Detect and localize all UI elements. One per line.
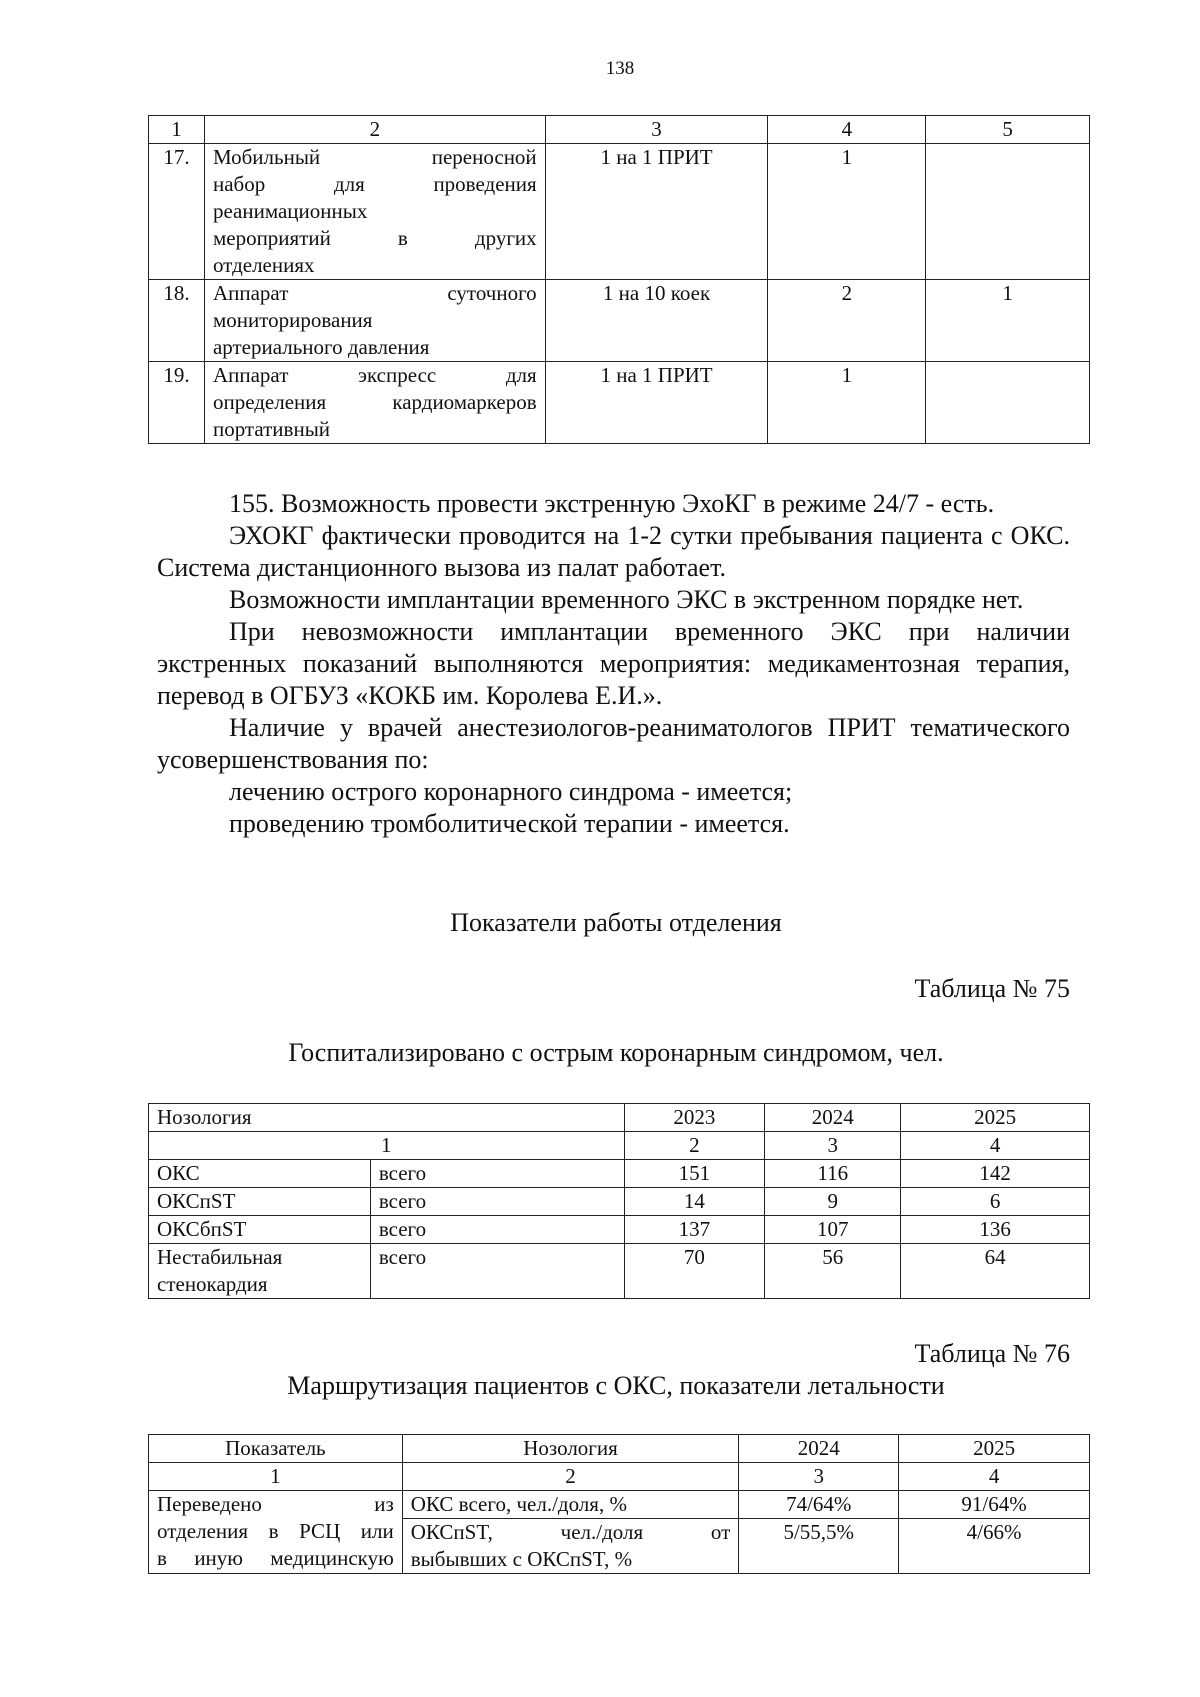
- header-cell: 2: [204, 116, 545, 144]
- nosology-cell: ОКС: [149, 1160, 371, 1188]
- table-row: [149, 1160, 1090, 1188]
- item-col5: [926, 144, 1090, 280]
- value-cell: 70: [624, 1244, 765, 1299]
- table-row: [149, 1188, 1090, 1216]
- row-number: 19.: [149, 362, 205, 444]
- header-cell: 2025: [899, 1435, 1090, 1463]
- indicator-line: в иную медицинскую: [157, 1546, 394, 1570]
- table-row: [149, 1244, 1090, 1299]
- item-norm: 1 на 1 ПРИТ: [545, 362, 768, 444]
- header-cell: Нозология: [149, 1104, 625, 1132]
- sub-cell: всего: [370, 1244, 624, 1299]
- value-cell: 151: [624, 1160, 765, 1188]
- table76-header: [149, 1435, 1090, 1463]
- name-line: мероприятий в других: [212, 226, 537, 250]
- header-cell: 2023: [624, 1104, 765, 1132]
- number-cell: 4: [901, 1132, 1090, 1160]
- value-cell: 91/64%: [899, 1491, 1090, 1519]
- number-cell: 1: [149, 1132, 625, 1160]
- header-cell: 2024: [739, 1435, 899, 1463]
- name-line: портативный: [212, 417, 331, 441]
- name-line: стенокардия: [157, 1272, 268, 1296]
- number-cell: 2: [624, 1132, 765, 1160]
- value-cell: 142: [901, 1160, 1090, 1188]
- paragraph: Возможности имплантации временного ЭКС в экстренном порядке нет.: [229, 585, 1024, 614]
- item-col5: [926, 362, 1090, 444]
- nosology-line: выбывших с ОКСпST, %: [410, 1547, 633, 1571]
- item-col4: 1: [768, 362, 926, 444]
- nosology-cell: ОКСбпST: [149, 1216, 371, 1244]
- value-cell: 136: [901, 1216, 1090, 1244]
- number-cell: 2: [402, 1463, 739, 1491]
- table-row: [149, 1216, 1090, 1244]
- nosology-cell: [149, 1244, 371, 1299]
- indicator-cell: [149, 1491, 403, 1574]
- header-cell: 1: [149, 116, 205, 144]
- number-cell: 1: [149, 1463, 403, 1491]
- paragraph: проведению тромболитической терапии - имеется.: [229, 809, 790, 838]
- sub-cell: всего: [370, 1216, 624, 1244]
- value-cell: 14: [624, 1188, 765, 1216]
- table75-label: Таблица № 75: [914, 974, 1070, 1003]
- paragraph: лечению острого коронарного синдрома - имеется;: [229, 777, 793, 806]
- paragraph: Наличие у врачей анестезиологов-реаниматологов ПРИТ тематического усовершенствования по:: [157, 713, 1070, 774]
- header-cell: 3: [545, 116, 768, 144]
- name-line: отделениях: [212, 253, 315, 277]
- value-cell: 137: [624, 1216, 765, 1244]
- value-cell: 64: [901, 1244, 1090, 1299]
- sub-cell: всего: [370, 1160, 624, 1188]
- table76-title: Маршрутизация пациентов с ОКС, показатели летальности: [287, 1371, 945, 1400]
- equipment-table: [148, 115, 1090, 444]
- table-row: [149, 144, 1090, 280]
- name-line: артериального давления: [212, 335, 430, 359]
- value-cell: 116: [765, 1160, 901, 1188]
- table-row: [149, 362, 1090, 444]
- row-number: 17.: [149, 144, 205, 280]
- paragraph: ЭХОКГ фактически проводится на 1-2 сутки пребывания пациента с ОКС. Система дистанционного вызова из палат работает.: [157, 521, 1070, 582]
- body-text: [157, 488, 1070, 840]
- name-line: Аппарат суточного: [212, 281, 537, 305]
- name-line: мониторирования: [212, 308, 373, 332]
- paragraph: При невозможности имплантации временного ЭКС при наличии экстренных показаний выполняются мероприятия: медикаментозная терапия, перевод в ОГБУЗ «КОКБ им. Королева Е.И.».: [157, 617, 1070, 710]
- table75-title: Госпитализировано с острым коронарным синдромом, чел.: [288, 1038, 944, 1067]
- value-cell: 74/64%: [739, 1491, 899, 1519]
- table75-numbering: [149, 1132, 1090, 1160]
- item-name: [204, 144, 545, 280]
- paragraph: 155. Возможность провести экстренную ЭхоКГ в режиме 24/7 - есть.: [229, 489, 995, 518]
- item-norm: 1 на 10 коек: [545, 280, 768, 362]
- item-name: [204, 362, 545, 444]
- nosology-cell: [402, 1519, 739, 1574]
- header-cell: 4: [768, 116, 926, 144]
- value-cell: 107: [765, 1216, 901, 1244]
- name-line: Нестабильная: [157, 1245, 283, 1269]
- number-cell: 4: [899, 1463, 1090, 1491]
- item-norm: 1 на 1 ПРИТ: [545, 144, 768, 280]
- sub-cell: всего: [370, 1188, 624, 1216]
- name-line: реанимационных: [212, 199, 368, 223]
- header-cell: Нозология: [402, 1435, 739, 1463]
- name-line: Аппарат экспресс для: [212, 363, 537, 387]
- table76-numbering: [149, 1463, 1090, 1491]
- value-cell: 5/55,5%: [739, 1519, 899, 1574]
- nosology-cell: ОКСпST: [149, 1188, 371, 1216]
- table-row: [149, 280, 1090, 362]
- value-cell: 56: [765, 1244, 901, 1299]
- indicator-line: Переведено из: [157, 1492, 394, 1516]
- header-cell: 5: [926, 116, 1090, 144]
- table-75: [148, 1103, 1090, 1299]
- value-cell: 9: [765, 1188, 901, 1216]
- header-cell: 2025: [901, 1104, 1090, 1132]
- page-number: 138: [605, 58, 635, 79]
- number-cell: 3: [765, 1132, 901, 1160]
- header-cell: 2024: [765, 1104, 901, 1132]
- item-name: [204, 280, 545, 362]
- item-col4: 2: [768, 280, 926, 362]
- name-line: Мобильный переносной: [212, 145, 537, 169]
- table-row: [149, 1491, 1090, 1519]
- table75-header: [149, 1104, 1090, 1132]
- equipment-table-header: [149, 116, 1090, 144]
- indicator-line: отделения в РСЦ или: [157, 1519, 394, 1543]
- row-number: 18.: [149, 280, 205, 362]
- table-76: [148, 1434, 1090, 1574]
- nosology-line: ОКСпST, чел./доля от: [410, 1520, 731, 1544]
- section-title: Показатели работы отделения: [450, 908, 782, 937]
- name-line: определения кардиомаркеров: [212, 390, 537, 414]
- header-cell: Показатель: [149, 1435, 403, 1463]
- number-cell: 3: [739, 1463, 899, 1491]
- nosology-cell: ОКС всего, чел./доля, %: [402, 1491, 739, 1519]
- item-col4: 1: [768, 144, 926, 280]
- value-cell: 4/66%: [899, 1519, 1090, 1574]
- item-col5: 1: [926, 280, 1090, 362]
- value-cell: 6: [901, 1188, 1090, 1216]
- table76-label: Таблица № 76: [914, 1339, 1070, 1368]
- name-line: набор для проведения: [212, 172, 537, 196]
